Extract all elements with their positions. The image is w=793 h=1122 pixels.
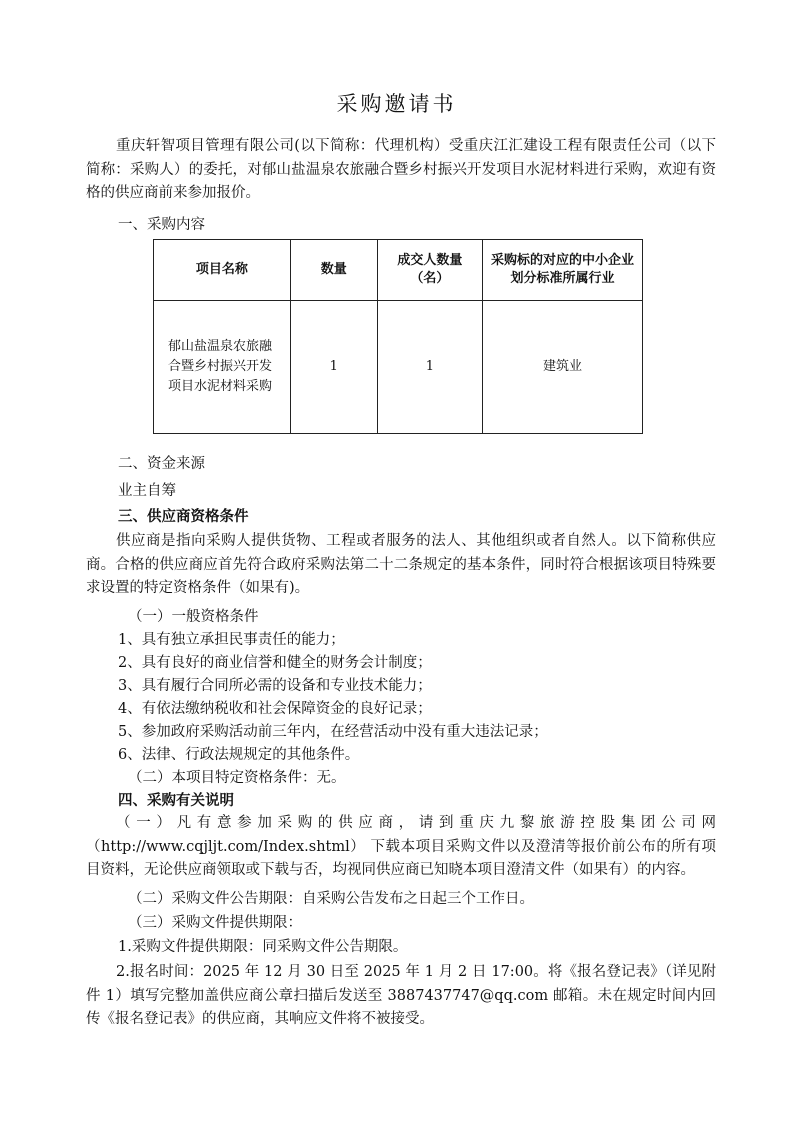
- table-row: [154, 301, 643, 434]
- general-conditions-heading: （一）一般资格条件: [128, 609, 259, 625]
- table-cell-industry: 建筑业: [483, 301, 643, 434]
- section4-paragraph-1: （一）凡有意参加采购的供应商，请到重庆九黎旅游控股集团公司网（http://www.cqjljt.com/Index.shtml） 下载本项目采购文件以及澄清等报价前公布的所有项目资料，无论供应商领取或下载与否，均视同供应商已知晓本项目澄清文件（如果有）的内容。: [86, 815, 716, 878]
- section2-heading: 二、资金来源: [118, 456, 205, 472]
- table-header-name: 项目名称: [154, 240, 291, 301]
- condition-item: 1、具有独立承担民事责任的能力；: [118, 632, 345, 648]
- section4-paragraph-3: （三）采购文件提供期限：: [128, 915, 302, 931]
- procurement-table: [153, 239, 643, 434]
- section4-paragraph-4: 1.采购文件提供期限：同采购文件公告期限。: [118, 939, 408, 955]
- specific-conditions: （二）本项目特定资格条件：无。: [128, 770, 346, 786]
- table-cell-quantity: 1: [290, 301, 377, 434]
- table-header-row: [154, 240, 643, 301]
- table-cell-name: 郁山盐温泉农旅融合暨乡村振兴开发项目水泥材料采购: [154, 301, 291, 434]
- table-header-quantity: 数量: [290, 240, 377, 301]
- section4-paragraph-2: （二）采购文件公告期限：自采购公告发布之日起三个工作日。: [128, 891, 534, 907]
- intro-paragraph: 重庆轩智项目管理有限公司(以下简称：代理机构）受重庆江汇建设工程有限责任公司（以下简称：采购人）的委托，对郁山盐温泉农旅融合暨乡村振兴开发项目水泥材料进行采购，欢迎有资格的供应商前来参加报价。: [86, 138, 716, 201]
- condition-item: 6、法律、行政法规规定的其他条件。: [118, 747, 360, 763]
- condition-item: 3、具有履行合同所必需的设备和专业技术能力；: [118, 678, 432, 694]
- section4-heading: 四、采购有关说明: [118, 792, 234, 809]
- section4-paragraph-5: 2.报名时间：2025 年 12 月 30 日至 2025 年 1 月 2 日 17:00。将《报名登记表》（详见附件 1）填写完整加盖供应商公章扫描后发送至 3887437747@qq.com 邮箱。未在规定时间内回传《报名登记表》的供应商，其响应文件将不被接受。: [86, 964, 716, 1027]
- section1-heading: 一、采购内容: [118, 217, 205, 233]
- section2-text: 业主自筹: [118, 483, 176, 499]
- condition-item: 4、有依法缴纳税收和社会保障资金的良好记录；: [118, 701, 432, 717]
- condition-item: 2、具有良好的商业信誉和健全的财务会计制度；: [118, 655, 432, 671]
- table-header-industry: 采购标的对应的中小企业划分标准所属行业: [483, 240, 643, 301]
- section3-intro: 供应商是指向采购人提供货物、工程或者服务的法人、其他组织或者自然人。以下简称供应商。合格的供应商应首先符合政府采购法第二十二条规定的基本条件，同时符合根据该项目特殊要求设置的特定资格条件（如果有)。: [86, 533, 716, 596]
- section3-heading: 三、供应商资格条件: [118, 508, 249, 525]
- table-header-winners: 成交人数量（名）: [377, 240, 483, 301]
- condition-item: 5、参加政府采购活动前三年内，在经营活动中没有重大违法记录；: [118, 724, 548, 740]
- table-cell-winners: 1: [377, 301, 483, 434]
- document-title: 采购邀请书: [336, 92, 457, 116]
